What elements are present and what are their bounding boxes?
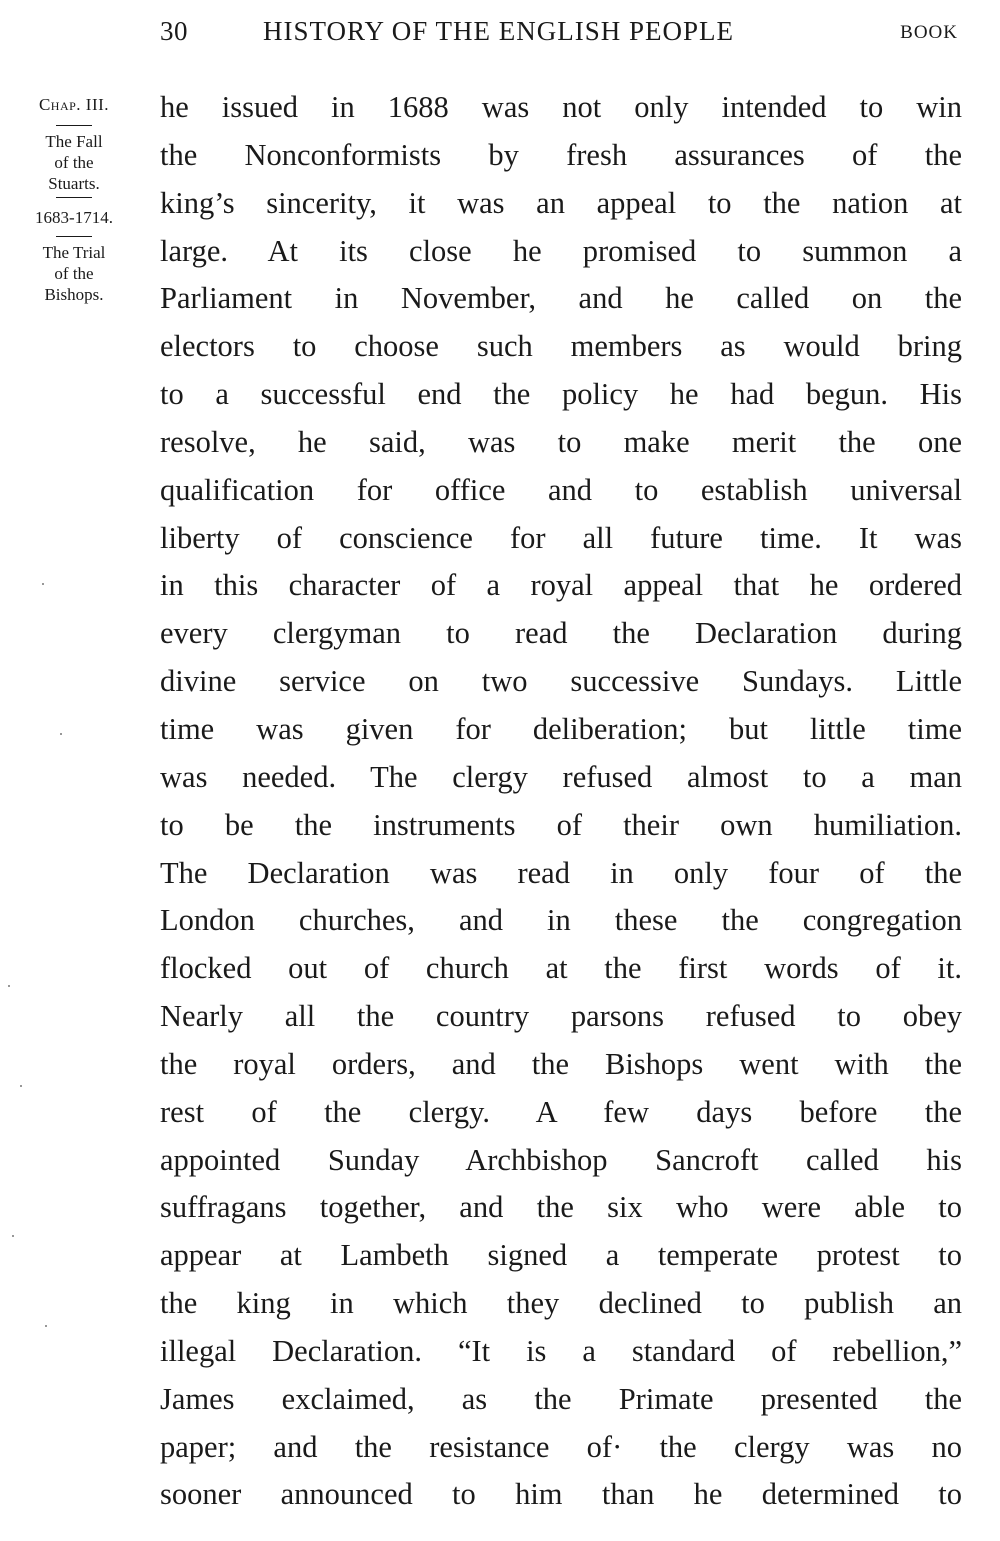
section-sidenote-line: Stuarts. <box>48 174 100 193</box>
text-line: every clergyman to read the Declaration during <box>160 616 962 651</box>
chapter-sidenote: Chap. III. <box>38 95 110 114</box>
text-line: flocked out of church at the first words of it. <box>160 951 962 986</box>
body-text <box>160 84 962 1519</box>
scan-speck <box>45 1325 47 1327</box>
text-line: the Nonconformists by fresh assurances of the <box>160 137 962 172</box>
text-line: suffragans together, and the six who were able to <box>160 1190 962 1225</box>
text-line: electors to choose such members as would bring <box>160 329 962 364</box>
sidenote-rule <box>56 125 92 126</box>
text-line: time was given for deliberation; but little time <box>160 711 962 746</box>
topic-sidenote-line: Bishops. <box>44 285 104 304</box>
text-line: liberty of conscience for all future time. It was <box>160 520 962 555</box>
text-line: rest of the clergy. A few days before the <box>160 1094 962 1129</box>
scan-speck <box>12 1235 14 1237</box>
text-line: appear at Lambeth signed a temperate protest to <box>160 1238 962 1273</box>
running-title: HISTORY OF THE ENGLISH PEOPLE <box>263 16 735 46</box>
text-line: to be the instruments of their own humiliation. <box>160 807 962 842</box>
text-line: the royal orders, and the Bishops went with the <box>160 1046 962 1081</box>
scan-speck <box>8 985 10 987</box>
scan-speck <box>20 1085 22 1087</box>
text-line: large. At its close he promised to summon a <box>160 233 962 268</box>
text-line: he issued in 1688 was not only intended to win <box>160 90 962 124</box>
text-line: was needed. The clergy refused almost to a man <box>160 759 962 794</box>
text-line: The Declaration was read in only four of the <box>160 855 962 890</box>
section-sidenote-line: The Fall <box>45 132 103 151</box>
text-line: the king in which they declined to publish an <box>160 1286 962 1321</box>
topic-sidenote <box>14 242 134 305</box>
text-line: London churches, and in these the congregation <box>160 903 962 938</box>
section-sidenote-line: of the <box>54 153 94 172</box>
topic-sidenote-line: of the <box>54 264 94 283</box>
topic-sidenote-line: The Trial <box>42 243 106 262</box>
text-line: Nearly all the country parsons refused to obey <box>160 999 962 1034</box>
text-line: sooner announced to him than he determined to <box>160 1477 962 1512</box>
text-line: Parliament in November, and he called on the <box>160 281 962 316</box>
text-line: king’s sincerity, it was an appeal to the nation at <box>160 185 962 220</box>
running-head-book: BOOK <box>900 22 958 43</box>
sidenote-rule <box>56 236 92 237</box>
text-line: resolve, he said, was to make merit the one <box>160 424 962 459</box>
margin-notes <box>14 88 134 305</box>
text-line: in this character of a royal appeal that he ordered <box>160 568 962 603</box>
text-line: illegal Declaration. “It is a standard of rebellion,” <box>160 1333 962 1368</box>
text-line: qualification for office and to establish universal <box>160 472 962 507</box>
text-line: divine service on two successive Sundays. Little <box>160 664 962 699</box>
scan-speck <box>60 733 62 735</box>
text-line: appointed Sunday Archbishop Sancroft called his <box>160 1142 962 1177</box>
section-sidenote <box>14 131 134 194</box>
page-number: 30 <box>160 16 188 46</box>
text-line: paper; and the resistance of· the clergy was no <box>160 1429 962 1464</box>
scan-speck <box>42 583 44 585</box>
dates-sidenote: 1683-1714. <box>35 208 113 227</box>
sidenote-rule <box>56 197 92 198</box>
text-line: James exclaimed, as the Primate presented the <box>160 1381 962 1416</box>
running-head <box>160 14 960 54</box>
text-line: to a successful end the policy he had begun. His <box>160 377 962 412</box>
